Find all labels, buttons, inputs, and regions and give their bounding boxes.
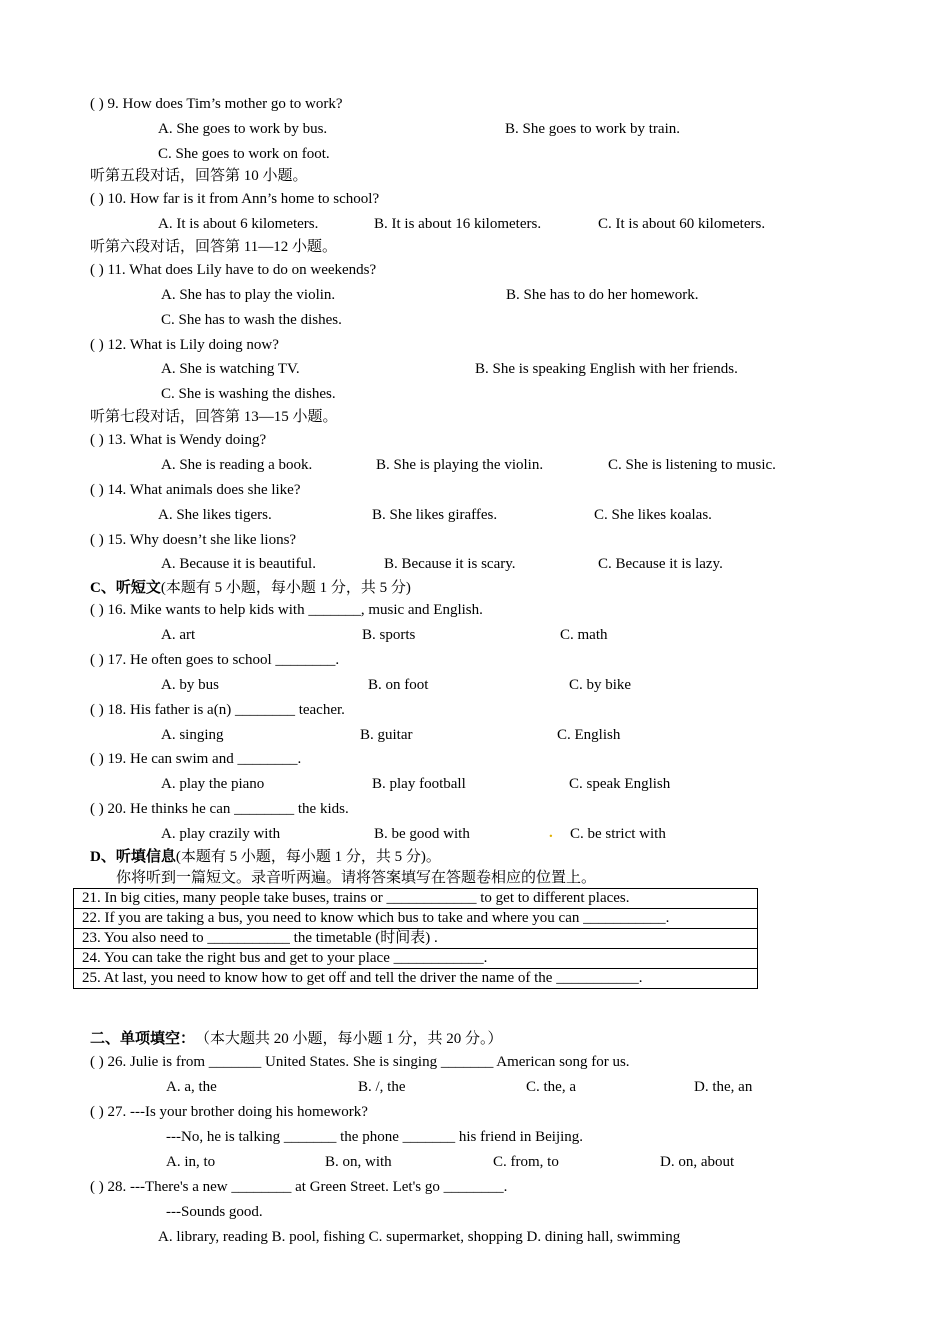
section-c-heading xyxy=(90,579,411,597)
q18-opt-c: C. English xyxy=(557,727,621,743)
q15-opt-a: A. Because it is beautiful. xyxy=(161,556,316,572)
section-2-desc: （本大题共 20 小题，每小题 1 分，共 20 分。） xyxy=(195,1031,503,1047)
q16-opt-c: C. math xyxy=(560,627,608,643)
q18-opt-a: A. singing xyxy=(161,727,224,743)
section-6-heading: 听第六段对话，回答第 11—12 小题。 xyxy=(90,239,337,255)
table-cell: 22. If you are taking a bus, you need to know which bus to take and where you can ___________. xyxy=(74,909,758,929)
table-cell: 23. You also need to ___________ the timetable (时间表) . xyxy=(74,929,758,949)
section-2-heading xyxy=(90,1030,503,1048)
q11-stem: ( ) 11. What does Lily have to do on weekends? xyxy=(90,262,377,278)
q12-opt-a: A. She is watching TV. xyxy=(161,361,300,377)
q10-opt-c: C. It is about 60 kilometers. xyxy=(598,216,766,232)
table-row xyxy=(74,969,758,989)
q20-opt-a: A. play crazily with xyxy=(161,826,281,842)
q13-opt-b: B. She is playing the violin. xyxy=(376,457,544,473)
section-7-heading: 听第七段对话，回答第 13—15 小题。 xyxy=(90,409,338,425)
q26-opt-d: D. the, an xyxy=(694,1079,753,1095)
q26-opt-c: C. the, a xyxy=(526,1079,576,1095)
q12-stem: ( ) 12. What is Lily doing now? xyxy=(90,337,279,353)
q12-opt-c: C. She is washing the dishes. xyxy=(161,386,336,402)
q14-opt-b: B. She likes giraffes. xyxy=(372,507,498,523)
q16-opt-a: A. art xyxy=(161,627,196,643)
q17-opt-c: C. by bike xyxy=(569,677,632,693)
q28-stem-reply: ---Sounds good. xyxy=(166,1204,263,1220)
q14-opt-a: A. She likes tigers. xyxy=(158,507,272,523)
q17-opt-b: B. on foot xyxy=(368,677,429,693)
q19-opt-c: C. speak English xyxy=(569,776,671,792)
q17-stem: ( ) 17. He often goes to school ________. xyxy=(90,652,340,668)
q14-stem: ( ) 14. What animals does she like? xyxy=(90,482,301,498)
q20-opt-b: B. be good with xyxy=(374,826,470,842)
q15-stem: ( ) 15. Why doesn’t she like lions? xyxy=(90,532,297,548)
q16-stem: ( ) 16. Mike wants to help kids with _______, music and English. xyxy=(90,602,483,618)
section-d-title: D、听填信息 xyxy=(90,849,176,865)
q17-opt-a: A. by bus xyxy=(161,677,219,693)
q12-opt-b: B. She is speaking English with her friends. xyxy=(475,361,738,377)
q9-opt-b: B. She goes to work by train. xyxy=(505,121,680,137)
q18-stem: ( ) 18. His father is a(n) ________ teacher. xyxy=(90,702,345,718)
q10-opt-b: B. It is about 16 kilometers. xyxy=(374,216,542,232)
q9-opt-a: A. She goes to work by bus. xyxy=(158,121,328,137)
q26-stem: ( ) 26. Julie is from _______ United States. She is singing _______ American song for us. xyxy=(90,1054,630,1070)
q13-opt-c: C. She is listening to music. xyxy=(608,457,776,473)
section-c-title: C、听短文 xyxy=(90,580,161,596)
q10-stem: ( ) 10. How far is it from Ann’s home to school? xyxy=(90,191,380,207)
q20-stem: ( ) 20. He thinks he can ________ the kids. xyxy=(90,801,349,817)
q11-opt-c: C. She has to wash the dishes. xyxy=(161,312,342,328)
q27-opt-b: B. on, with xyxy=(325,1154,392,1170)
q15-opt-c: C. Because it is lazy. xyxy=(598,556,723,572)
q26-opt-a: A. a, the xyxy=(166,1079,217,1095)
section-5-heading: 听第五段对话，回答第 10 小题。 xyxy=(90,168,308,184)
q26-opt-b: B. /, the xyxy=(358,1079,406,1095)
q14-opt-c: C. She likes koalas. xyxy=(594,507,712,523)
q27-opt-c: C. from, to xyxy=(493,1154,559,1170)
fill-in-table xyxy=(73,888,758,989)
q28-stem: ( ) 28. ---There's a new ________ at Green Street. Let's go ________. xyxy=(90,1179,508,1195)
table-row xyxy=(74,949,758,969)
q18-opt-b: B. guitar xyxy=(360,727,413,743)
q27-opt-d: D. on, about xyxy=(660,1154,735,1170)
section-c-desc: (本题有 5 小题，每小题 1 分，共 5 分) xyxy=(160,580,411,596)
q9-stem: ( ) 9. How does Tim’s mother go to work? xyxy=(90,96,343,112)
q27-stem: ( ) 27. ---Is your brother doing his homework? xyxy=(90,1104,368,1120)
section-d-desc: (本题有 5 小题，每小题 1 分，共 5 分)。 xyxy=(175,849,441,865)
section-d-instructions: 你将听到一篇短文。录音听两遍。请将答案填写在答题卷相应的位置上。 xyxy=(116,870,597,886)
q13-stem: ( ) 13. What is Wendy doing? xyxy=(90,432,267,448)
table-cell: 25. At last, you need to know how to get off and tell the driver the name of the ___________. xyxy=(74,969,758,989)
q28-options: A. library, reading B. pool, fishing C. supermarket, shopping D. dining hall, swimming xyxy=(158,1229,681,1245)
section-d-heading xyxy=(90,848,441,866)
section-2-title: 二、单项填空： xyxy=(90,1031,196,1047)
q16-opt-b: B. sports xyxy=(362,627,416,643)
q20-opt-c: C. be strict with xyxy=(570,826,666,842)
table-row xyxy=(74,889,758,909)
q13-opt-a: A. She is reading a book. xyxy=(161,457,313,473)
q9-opt-c: C. She goes to work on foot. xyxy=(158,146,330,162)
q10-opt-a: A. It is about 6 kilometers. xyxy=(158,216,319,232)
q19-opt-a: A. play the piano xyxy=(161,776,265,792)
q11-opt-a: A. She has to play the violin. xyxy=(161,287,336,303)
q27-stem-reply: ---No, he is talking _______ the phone _______ his friend in Beijing. xyxy=(166,1129,584,1145)
yellow-dot-mark: . xyxy=(549,825,553,841)
table-cell: 24. You can take the right bus and get to your place ____________. xyxy=(74,949,758,969)
table-row xyxy=(74,909,758,929)
table-row xyxy=(74,929,758,949)
q15-opt-b: B. Because it is scary. xyxy=(384,556,516,572)
table-cell: 21. In big cities, many people take buses, trains or ____________ to get to different places. xyxy=(74,889,758,909)
q19-opt-b: B. play football xyxy=(372,776,466,792)
q19-stem: ( ) 19. He can swim and ________. xyxy=(90,751,302,767)
q27-opt-a: A. in, to xyxy=(166,1154,216,1170)
q11-opt-b: B. She has to do her homework. xyxy=(506,287,699,303)
